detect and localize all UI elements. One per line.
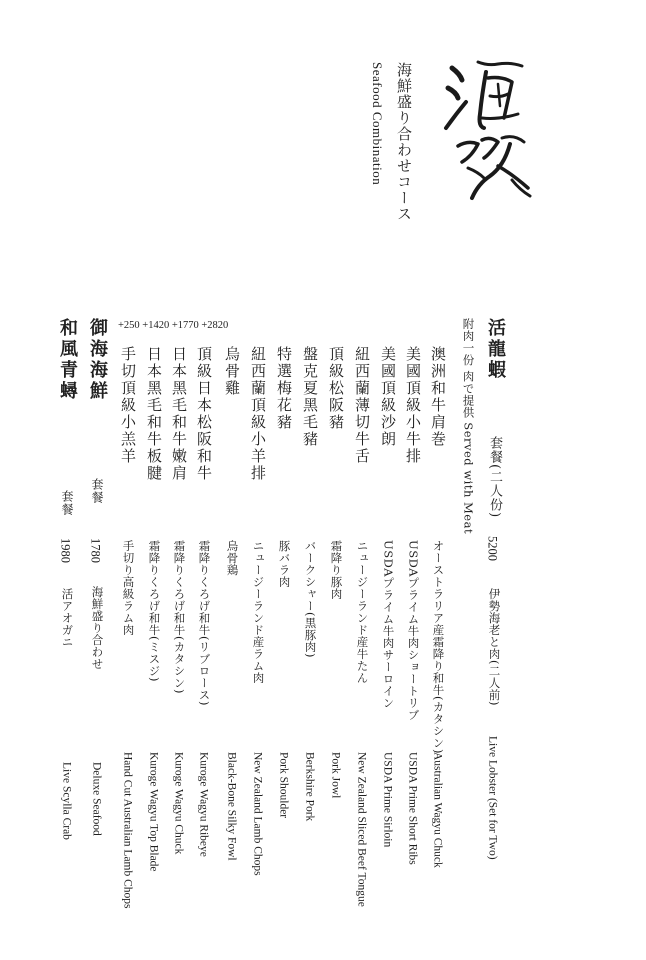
seafood-set-title: 御海海鮮	[87, 318, 108, 402]
meat-name-zh: 頂級松阪豬	[327, 346, 345, 431]
seafood-set-label: 套餐	[90, 478, 104, 504]
crab-set-jp-desc: 活アオガニ	[60, 588, 75, 648]
meat-name-zh: 紐西蘭薄切牛舌	[353, 346, 371, 465]
brand-title-jp: 海鮮盛り合わせコース	[395, 62, 413, 222]
premium-meat-name-zh: 手切頂級小羔羊	[119, 346, 137, 465]
meat-name-jp: ニュージーランド産ラム肉	[251, 540, 266, 684]
seafood-set-jp-desc: 海鮮盛り合わせ	[90, 586, 105, 670]
main-course-title: 活龍蝦	[485, 318, 506, 381]
meat-name-en: USDA Prime Short Ribs	[406, 752, 419, 865]
meat-name-en: Pork Jowl	[329, 752, 342, 799]
premium-meat-name-en: Kuroge Wagyu Chuck	[172, 752, 185, 855]
meat-name-jp: USDAプライム牛肉ショートリブ	[406, 540, 421, 722]
meat-name-jp: ニュージーランド産牛たん	[355, 540, 370, 684]
meat-name-en: Black-Bone Silky Fowl	[225, 752, 238, 861]
meat-name-en: New Zealand Lamb Chops	[251, 752, 264, 876]
calligraphy-logo	[438, 48, 538, 208]
main-course-jp-desc: 伊勢海老と肉(二人前)	[487, 588, 502, 706]
brush-logo-icon	[438, 48, 538, 208]
meat-name-zh: 特選梅花豬	[275, 346, 293, 431]
premium-meat-name-jp: 手切り高級ラム肉	[121, 540, 136, 636]
main-course-price: 5200	[485, 536, 500, 561]
main-course-en-desc: Live Lobster (Set for Two)	[486, 736, 499, 860]
premium-meat-name-jp: 霜降りくろげ和牛(ミスジ)	[147, 540, 162, 682]
meat-name-zh: 盤克夏黑毛豬	[301, 346, 319, 448]
crab-set-label: 套餐	[60, 490, 74, 516]
meat-name-jp: バークシャー(黒豚肉)	[303, 540, 318, 658]
meat-name-jp: 霜降り豚肉	[329, 540, 344, 600]
seafood-set-en-desc: Deluxe Seafood	[90, 762, 103, 836]
main-course-set-label: 套餐(二人份)	[487, 436, 502, 519]
crab-set-price: 1980	[58, 538, 73, 563]
meat-name-en: Australian Wagyu Chuck	[431, 752, 444, 868]
premium-meat-name-zh: 頂級日本松阪和牛	[195, 346, 213, 482]
premium-meat-name-jp: 霜降りくろげ和牛(カタシン)	[172, 540, 187, 694]
premium-meat-name-en: Hand Cut Australian Lamb Chops	[121, 752, 134, 909]
meat-name-zh: 美國頂級小牛排	[404, 346, 422, 465]
meat-name-jp: オーストラリア産霜降り和牛(カタシン)	[431, 540, 446, 754]
premium-meat-name-jp: 霜降りくろげ和牛(リブロース)	[197, 540, 212, 706]
meat-name-jp: USDAプライム牛肉サーロイン	[381, 540, 396, 710]
brand-title-en: Seafood Combination	[370, 62, 385, 186]
seafood-set-price: 1780	[88, 538, 103, 563]
meat-name-en: Pork Shoulder	[277, 752, 290, 819]
meat-name-jp: 豚バラ肉	[277, 540, 292, 588]
meat-name-jp: 烏骨鶏	[225, 540, 240, 576]
premium-meat-name-zh: 日本黑毛和牛嫩肩	[170, 346, 188, 482]
premium-meat-name-zh: 日本黑毛和牛板腱	[145, 346, 163, 482]
meat-name-en: Berkshire Pork	[303, 752, 316, 822]
crab-set-en-desc: Live Scylla Crab	[60, 762, 73, 840]
meat-name-zh: 美國頂級沙朗	[379, 346, 397, 448]
main-course-note: 附肉一份 肉で提供 Served with Meat	[461, 318, 476, 535]
meat-name-zh: 紐西蘭頂級小羊排	[249, 346, 267, 482]
premium-meat-name-en: Kuroge Wagyu Ribeye	[197, 752, 210, 857]
meat-name-en: New Zealand Sliced Beef Tongue	[355, 752, 368, 907]
meat-name-en: USDA Prime Sirloin	[381, 752, 394, 848]
meat-name-zh: 澳洲和牛肩巻	[429, 346, 447, 448]
premium-addon-prices: +250 +1420 +1770 +2820	[118, 320, 229, 331]
meat-name-zh: 烏骨雞	[223, 346, 241, 397]
crab-set-title: 和風青蟳	[57, 318, 78, 402]
premium-meat-name-en: Kuroge Wagyu Top Blade	[147, 752, 160, 872]
